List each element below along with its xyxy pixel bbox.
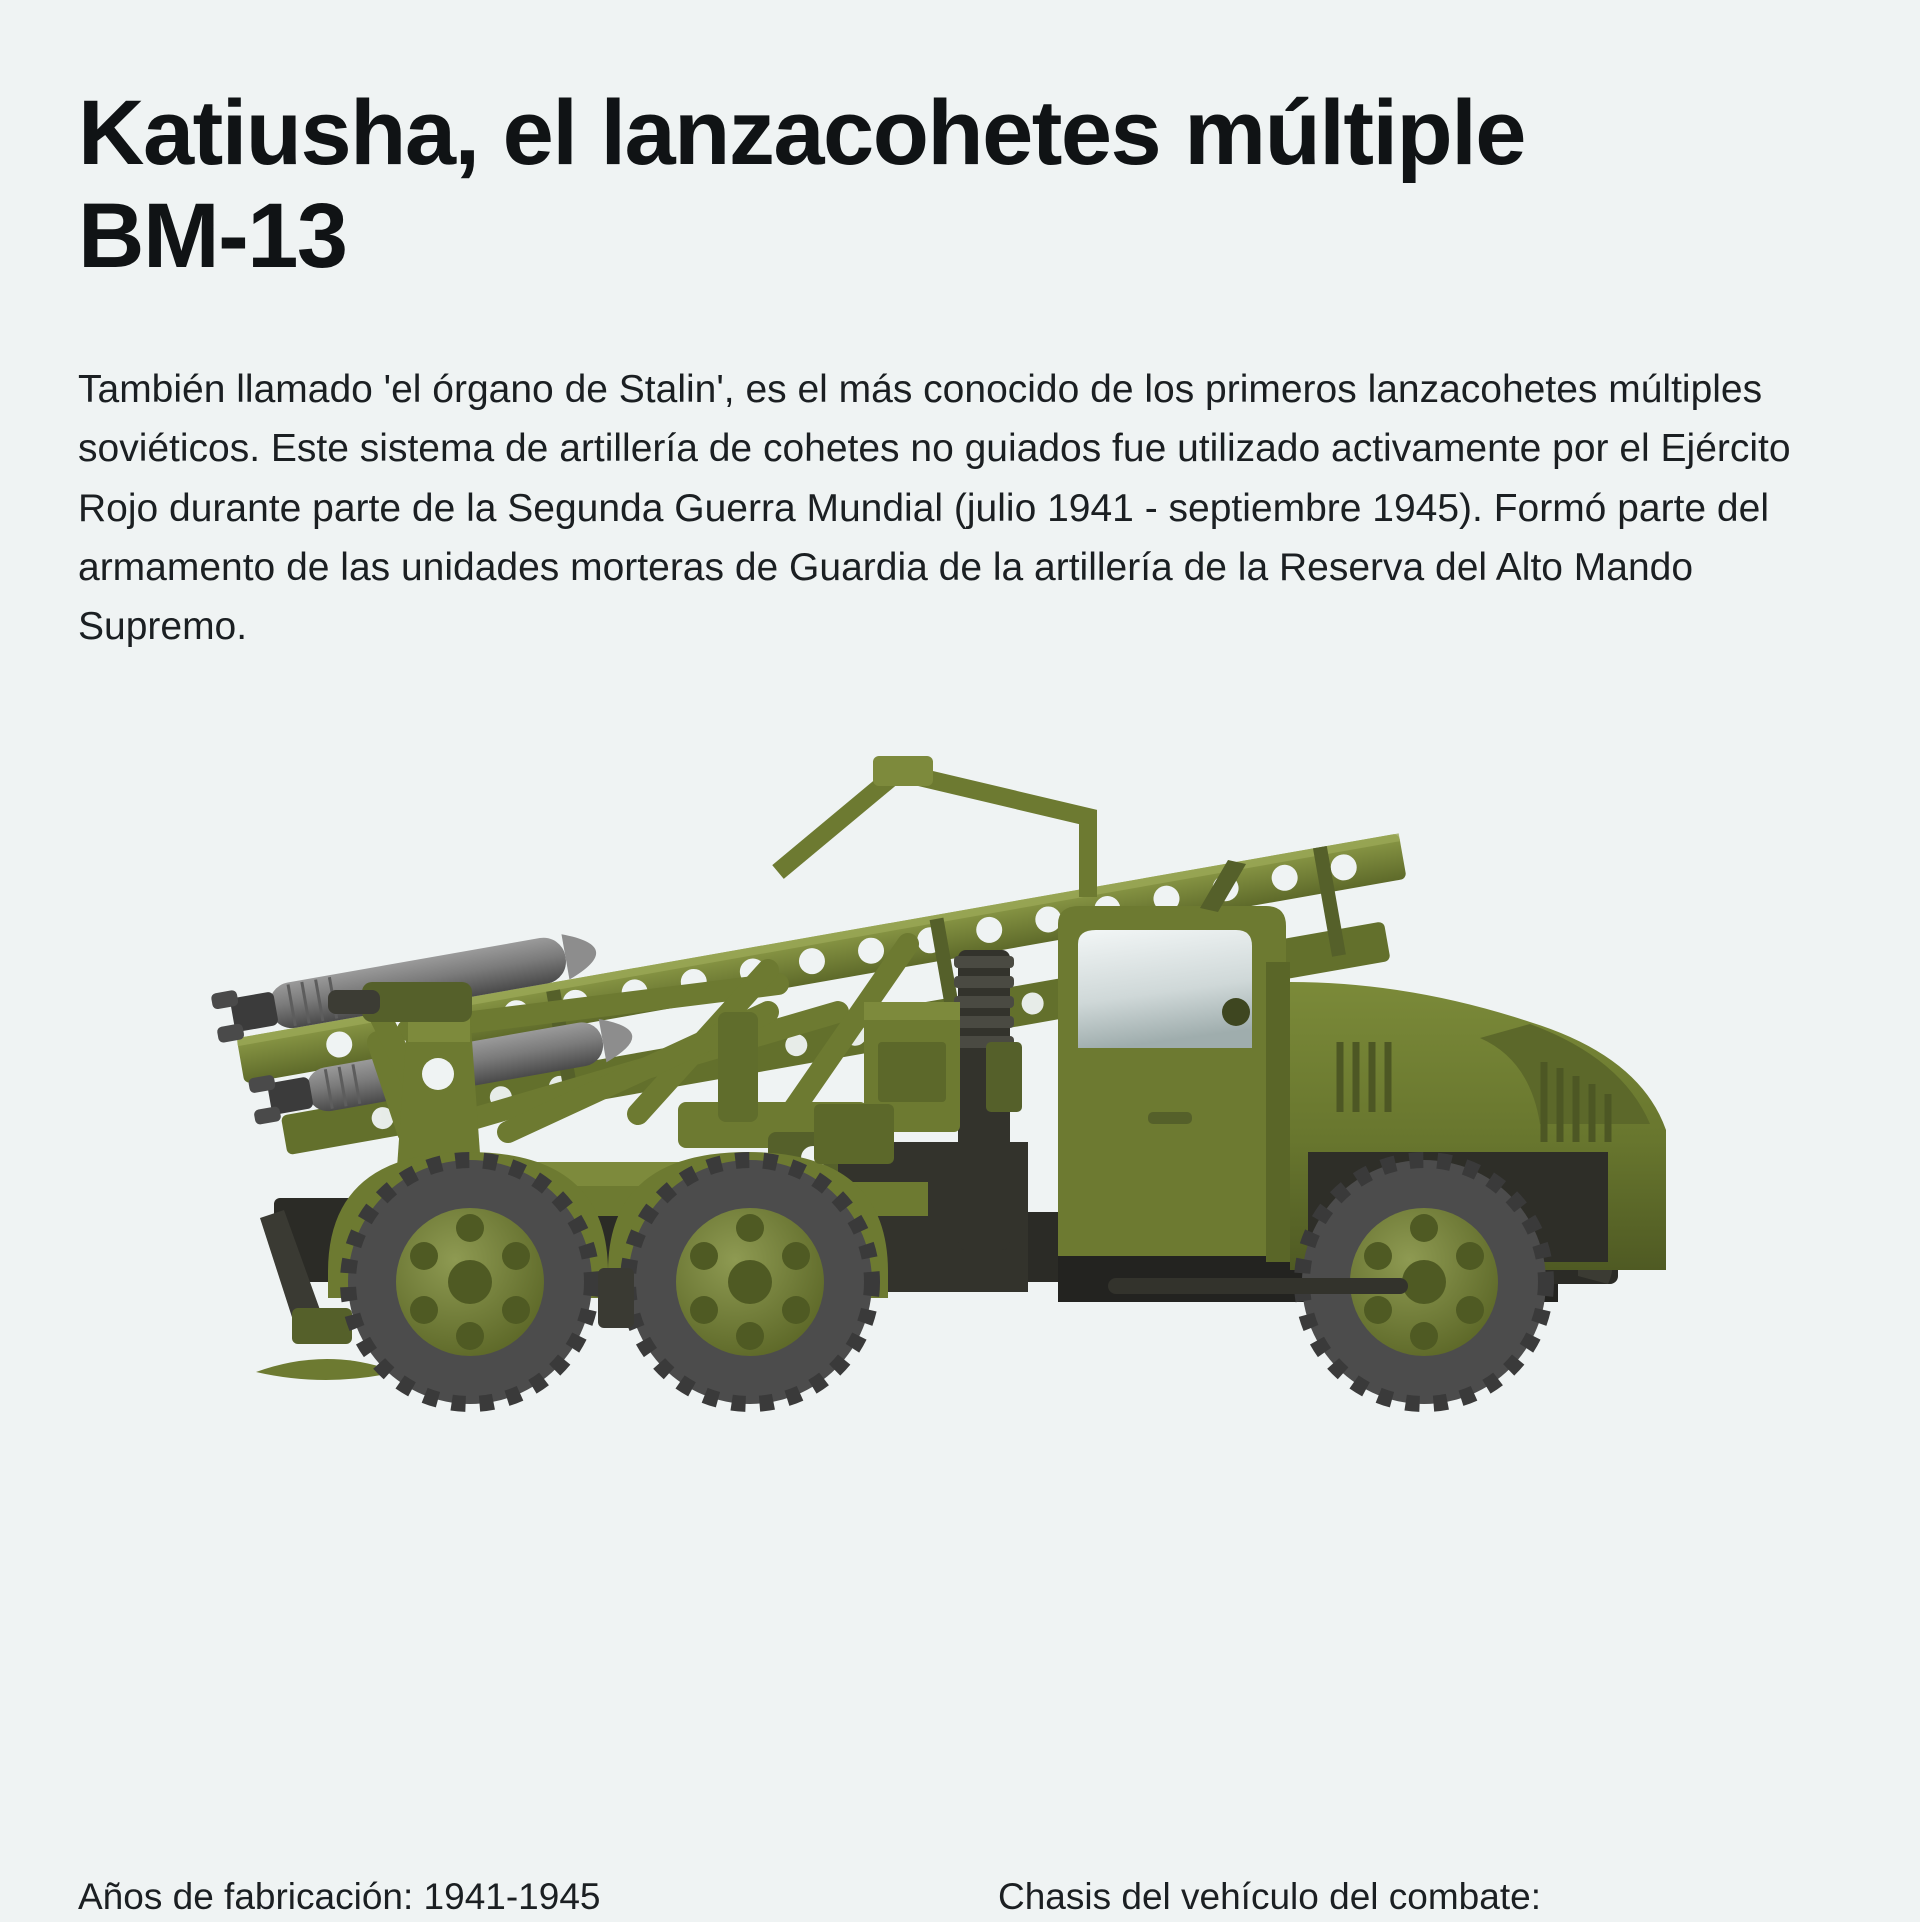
bm-13-illustration [78, 712, 1842, 1412]
bm-13-vehicle-drawing [78, 712, 1842, 1412]
facts-row [78, 1872, 1842, 1922]
fact-vehicle-chassis [962, 1872, 1842, 1922]
wheel-rear [348, 1160, 592, 1404]
intro-paragraph: También llamado 'el órgano de Stalin', es el más conocido de los primeros lanzacohetes múltiples soviéticos. Este sistema de artillería de cohetes no guiados fue utilizado activamente por el Ejército Rojo durante parte de la Segunda Guerra Mundial (julio 1941 - septiembre 1945). Formó parte del armamento de las unidades morteras de Guardia de la artillería de la Reserva del Alto Mando Supremo. [78, 368, 1791, 649]
truck-cab [1058, 860, 1290, 1262]
wheel-mid [628, 1160, 872, 1404]
fact-label: Años de fabricación: 1941-1945 [78, 1876, 601, 1918]
fact-label: Chasis del vehículo del combate: [998, 1876, 1541, 1918]
page-title: Katiusha, el lanzacohetes múltiple BM-13 [78, 82, 1525, 288]
fact-manufacture-years [78, 1872, 922, 1922]
